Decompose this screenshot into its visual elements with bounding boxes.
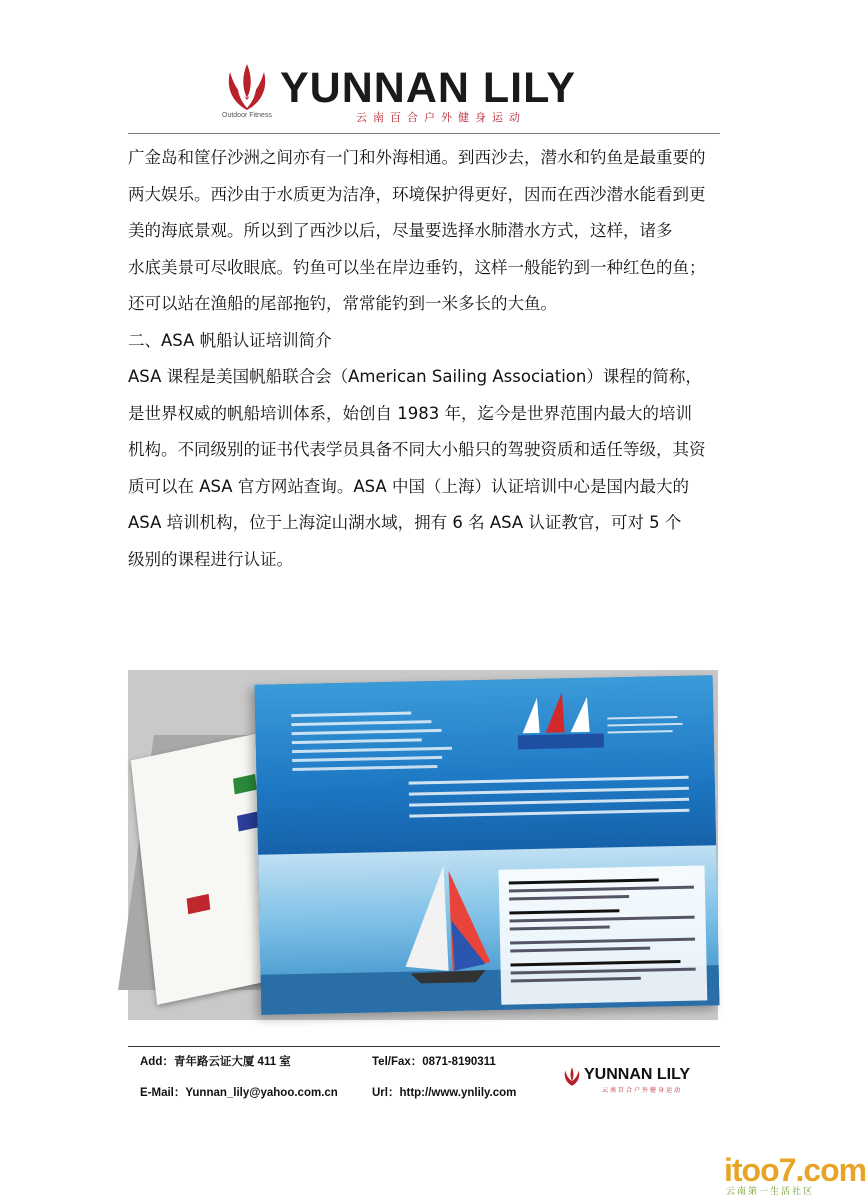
asa-center-info xyxy=(607,716,687,739)
certificate-stamp-icon xyxy=(233,774,257,794)
body-line: 机构。不同级别的证书代表学员具备不同大小船只的驾驶资质和适任等级，其资 xyxy=(128,440,706,459)
footer-brand-sub: 云南百合户外健身运动 xyxy=(602,1087,683,1094)
footer-address: Add：青年路云证大厦 411 室 xyxy=(140,1056,291,1068)
brand-title: YUNNAN LILY xyxy=(280,64,577,112)
lily-flower-icon xyxy=(222,62,272,114)
header-divider xyxy=(128,133,720,134)
body-line: 美的海底景观。所以到了西沙以后，尽量要选择水肺潜水方式，这样，诸多 xyxy=(128,221,673,240)
brand-tagline-cn: 云南百合户外健身运动 xyxy=(356,111,526,124)
footer-url[interactable]: Url：http://www.ynlily.com xyxy=(372,1087,517,1099)
document-body xyxy=(128,140,723,578)
footer-logo xyxy=(562,1066,722,1092)
brochure-course-list xyxy=(409,776,700,826)
section-heading: 二、ASA 帆船认证培训简介 xyxy=(128,330,332,350)
site-watermark xyxy=(720,1152,866,1198)
header-logo xyxy=(222,62,632,132)
watermark-main: itoo7.com xyxy=(724,1152,866,1188)
lily-flower-icon xyxy=(562,1066,582,1088)
body-line: ASA 培训机构，位于上海淀山湖水域，拥有 6 名 ASA 认证教官，可对 5 个 xyxy=(128,513,682,532)
body-line: 级别的课程进行认证。 xyxy=(128,549,293,569)
body-line: 是世界权威的帆船培训体系，始创自 1983 年，迄今是世界范围内最大的培训 xyxy=(128,403,692,423)
body-line: 还可以站在渔船的尾部拖钓，常常能钓到一米多长的大鱼。 xyxy=(128,294,557,313)
body-line: 水底美景可尽收眼底。钓鱼可以坐在岸边垂钓，这样一般能钓到一种红色的鱼； xyxy=(128,257,706,277)
footer-tel: Tel/Fax：0871-8190311 xyxy=(372,1056,496,1068)
brand-tagline-en: Outdoor Fitness xyxy=(222,112,272,119)
body-line: ASA 课程是美国帆船联合会（American Sailing Association）课程的简称， xyxy=(128,367,702,386)
body-line: 两大娱乐。西沙由于水质更为洁净，环境保护得更好，因而在西沙潜水能看到更 xyxy=(128,184,706,204)
watermark-sub: 云南第一生活社区 xyxy=(726,1187,815,1197)
footer-email[interactable]: E-Mail：Yunnan_lily@yahoo.com.cn xyxy=(140,1087,338,1099)
brochure-text-block xyxy=(291,711,462,778)
body-line: 质可以在 ASA 官方网站查询。ASA 中国（上海）认证培训中心是国内最大的 xyxy=(128,476,689,496)
footer-brand: YUNNAN LILY xyxy=(584,1066,691,1083)
brochure-info-box xyxy=(499,865,708,1004)
footer-divider xyxy=(128,1046,720,1047)
asa-logo-icon xyxy=(517,691,608,753)
asa-brochure-photo xyxy=(128,670,718,1020)
body-line: 广金岛和筐仔沙洲之间亦有一门和外海相通。到西沙去，潜水和钓鱼是最重要的 xyxy=(128,148,706,167)
asa-brochure xyxy=(255,675,720,1015)
certificate-stamp-icon xyxy=(187,894,211,914)
sailboat-icon xyxy=(388,860,501,992)
